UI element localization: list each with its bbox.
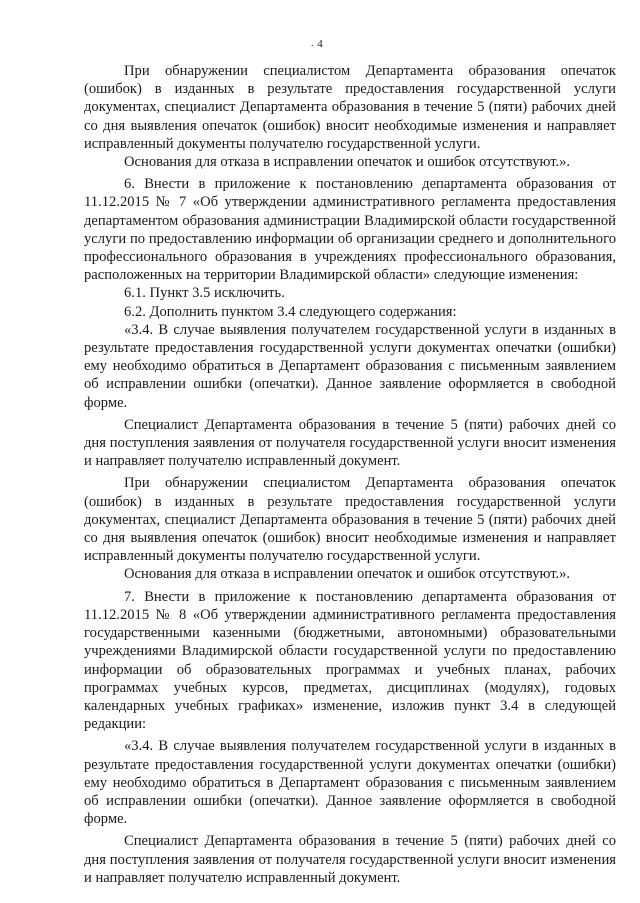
document-body [84, 62, 616, 887]
page-dot-mark: . [311, 38, 314, 49]
paragraph: 7. Внести в приложение к постановлению департамента образования от 11.12.2015 № 8 «Об утверждении административного регламента предоставления государственными казенными (бюджетными, автономными) образовательными учреждениями Владимирской области государственной услуги по предоставлению информации об образовательных программах и учебных планах, рабочих программах учебных курсов, предметах, дисциплинах (модулях), годовых календарных учебных графиках» изменение, изложив пункт 3.4 в следующей редакции: [84, 588, 616, 733]
paragraph: Специалист Департамента образования в течение 5 (пяти) рабочих дней со дня поступления заявления от получателя государственной услуги вносит изменения и направляет получателю исправленный документ. [84, 416, 616, 470]
paragraph: 6.2. Дополнить пунктом 3.4 следующего содержания: [124, 303, 457, 320]
paragraph: 6.1. Пункт 3.5 исключить. [124, 285, 285, 302]
paragraph: 6. Внести в приложение к постановлению департамента образования от 11.12.2015 № 7 «Об утверждении административного регламента предоставления департаментом образования администрации Владимирской области государственной услуги по предоставлению информации об организации среднего и дополнительного профессионального образования в учреждениях профессионального образования, расположенных на территории Владимирской области» следующие изменения: [84, 176, 616, 284]
paragraph: «3.4. В случае выявления получателем государственной услуги в изданных в результате предоставления государственной услуги документах опечатки (ошибки) ему необходимо обратиться в Департамент образования с письменным заявлением об исправлении ошибки (опечатки). Данное заявление оформляется в свободной форме. [84, 738, 616, 828]
paragraph: При обнаружении специалистом Департамента образования опечаток (ошибок) в изданных в результате предоставления государственной услуги документах, специалист Департамента образования в течение 5 (пяти) рабочих дней со дня выявления опечаток (ошибок) вносит необходимые изменения и направляет исправленный документы получателю государственной услуги. [84, 63, 616, 152]
paragraph: Основания для отказа в исправлении опечаток и ошибок отсутствуют.». [124, 154, 571, 171]
paragraph: Основания для отказа в исправлении опечаток и ошибок отсутствуют.». [124, 566, 571, 583]
paragraph: Специалист Департамента образования в течение 5 (пяти) рабочих дней со дня поступления заявления от получателя государственной услуги вносит изменения и направляет получателю исправленный документ. [84, 833, 616, 886]
page-number: 4 [317, 38, 323, 50]
paragraph: «3.4. В случае выявления получателем государственной услуги в изданных в результате предоставления государственной услуги документах опечатки (ошибки) ему необходимо обратиться в Департамент образования с письменным заявлением об исправлении ошибки (опечатки). Данное заявление оформляется в свободной форме. [84, 321, 616, 411]
paragraph: При обнаружении специалистом Департамента образования опечаток (ошибок) в изданных в результате предоставления государственной услуги документах, специалист Департамента образования в течение 5 (пяти) рабочих дней со дня выявления опечаток (ошибок) вносит необходимые изменения и направляет исправленный документы получателю государственной услуги. [84, 475, 616, 565]
